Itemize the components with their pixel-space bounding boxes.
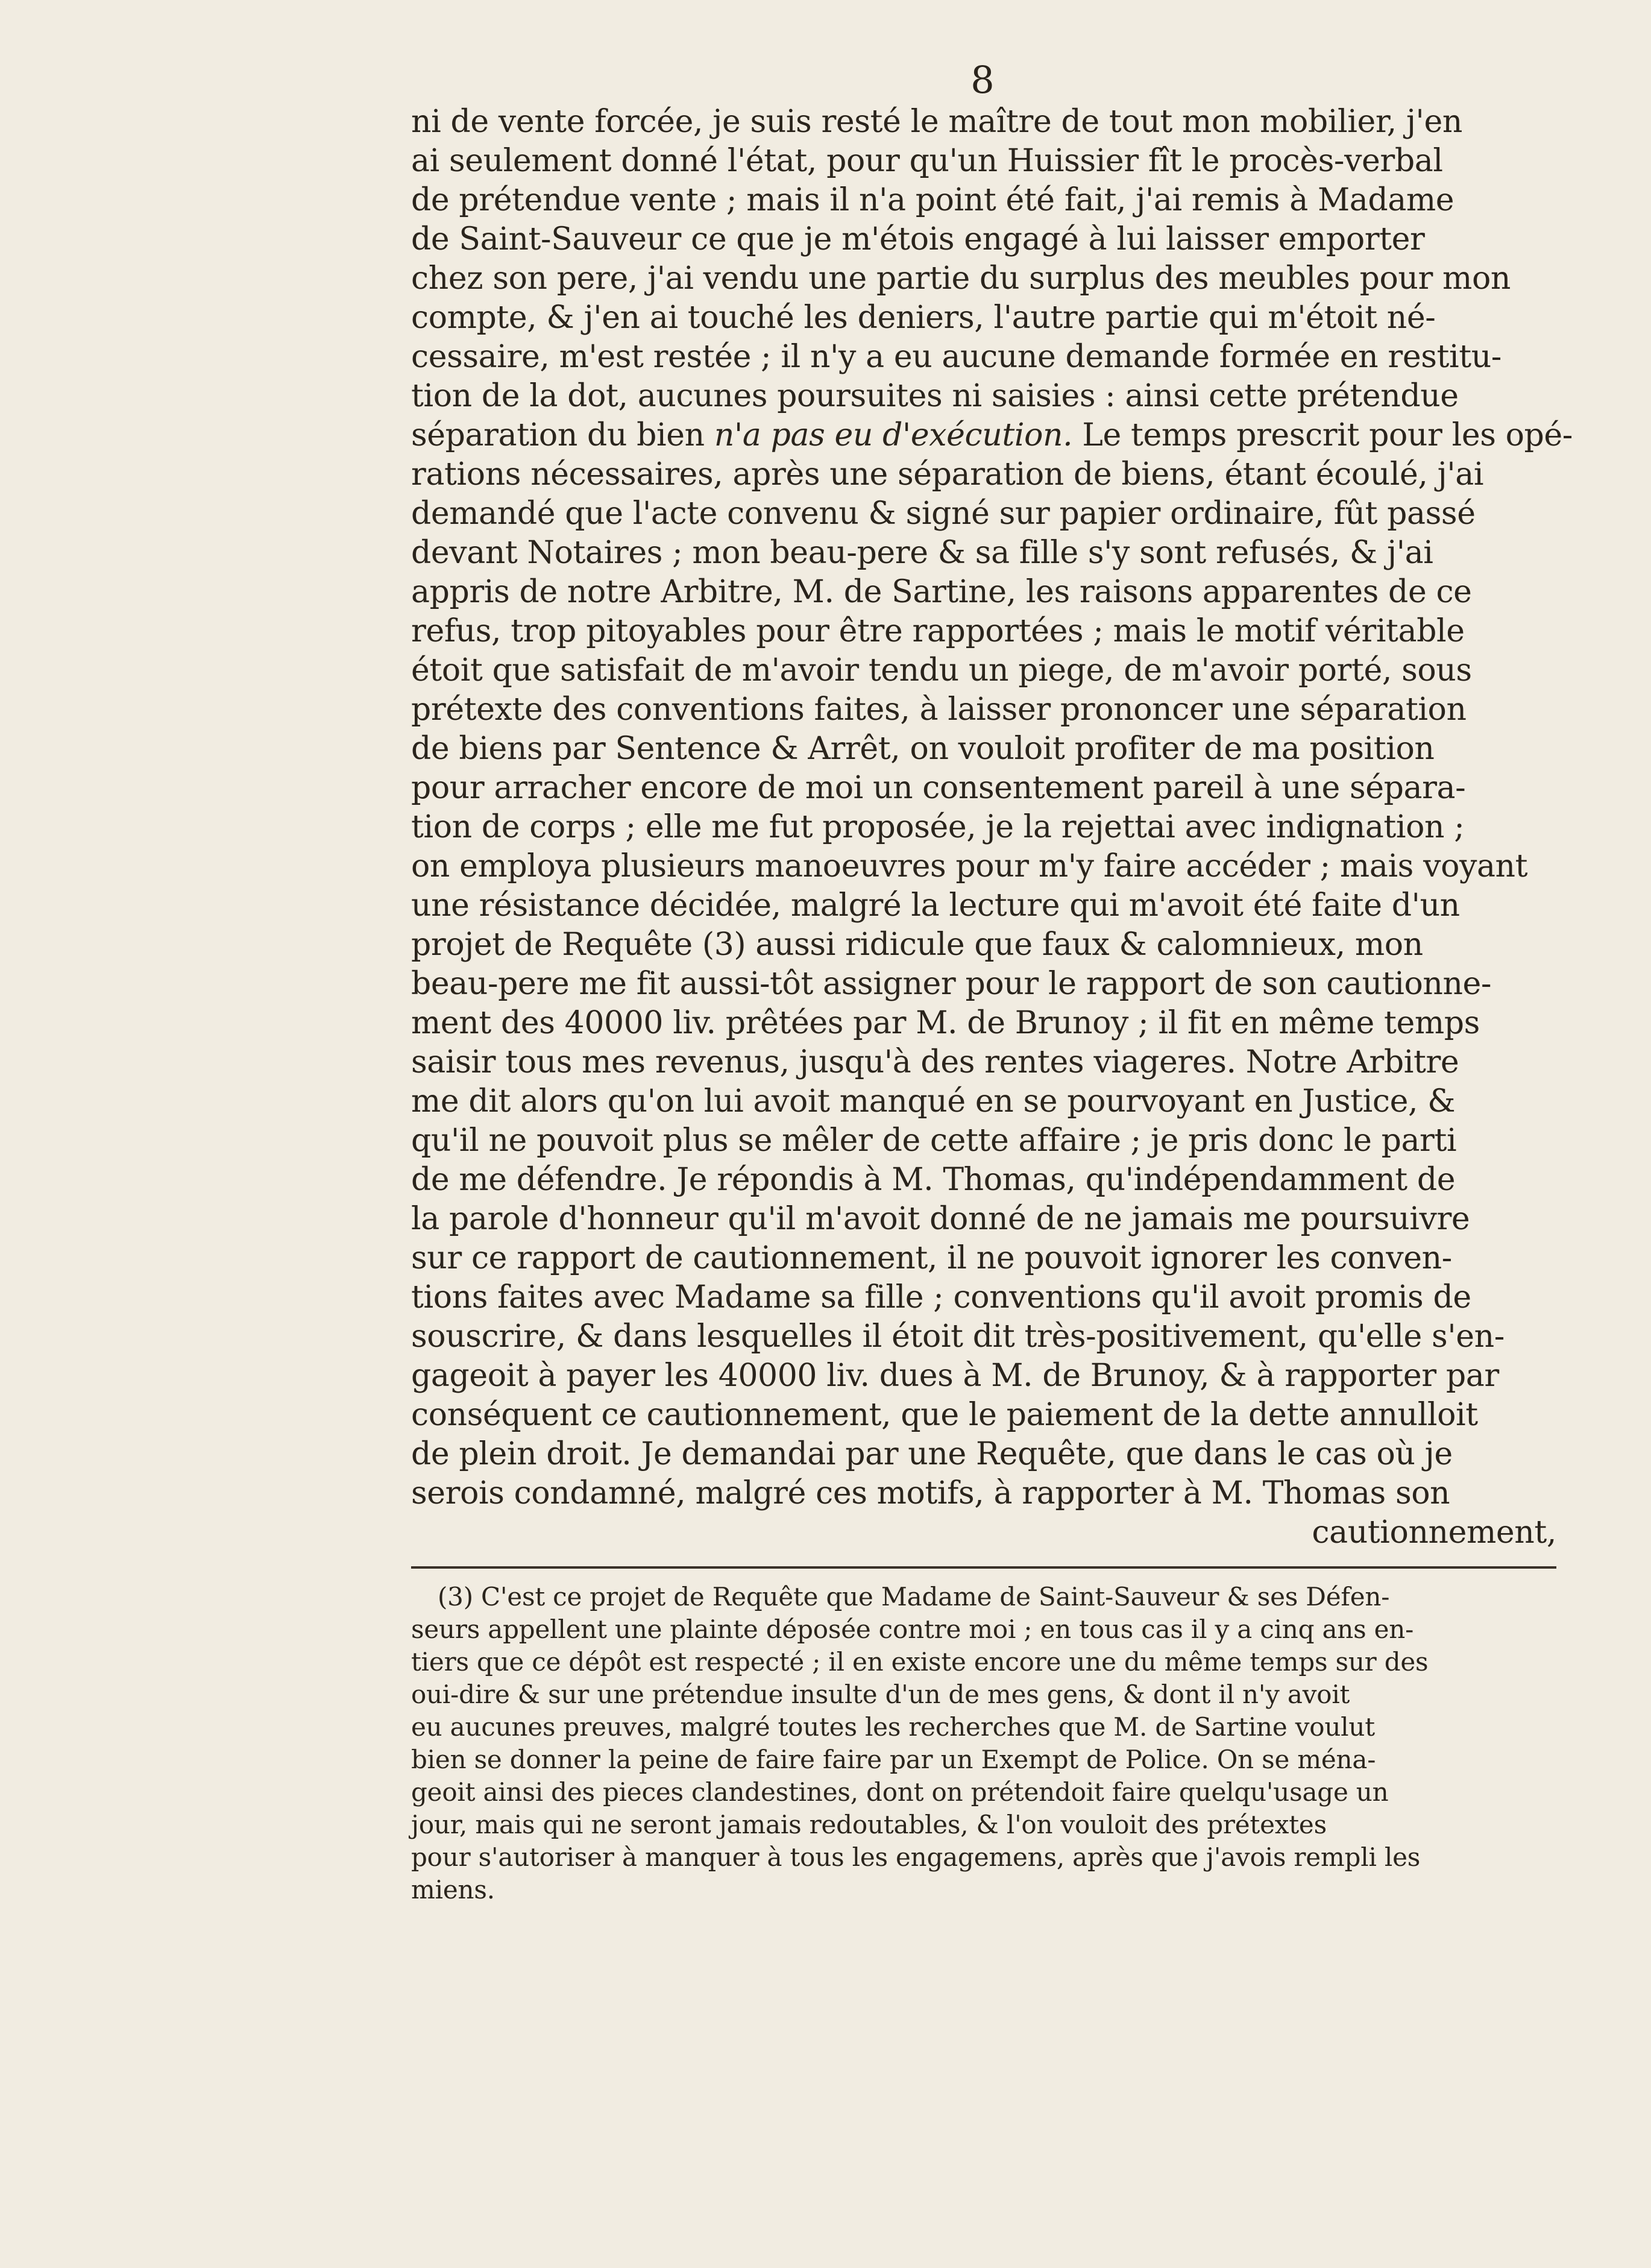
body-line: demandé que l'acte convenu & signé sur papier ordinaire, fût passé — [411, 496, 1476, 532]
page-number: 8 — [970, 58, 995, 102]
footnote-line: bien se donner la peine de faire faire par un Exempt de Police. On se ména- — [411, 1745, 1376, 1774]
footnote — [411, 1581, 1556, 1906]
body-line: la parole d'honneur qu'il m'avoit donné de ne jamais me poursuivre — [411, 1201, 1470, 1237]
body-line-with-italic: séparation du bien n'a pas eu d'exécution. Le temps prescrit pour les opé- — [411, 417, 1573, 453]
footnote-line: oui-dire & sur une prétendue insulte d'un de mes gens, & dont il n'y avoit — [411, 1680, 1350, 1709]
body-line: devant Notaires ; mon beau-pere & sa fille s'y sont refusés, & j'ai — [411, 535, 1433, 571]
body-line: refus, trop pitoyables pour être rapportées ; mais le motif véritable — [411, 613, 1465, 649]
body-line: cessaire, m'est restée ; il n'y a eu aucune demande formée en restitu- — [411, 339, 1502, 375]
footnote-line: seurs appellent une plainte déposée contre moi ; en tous cas il y a cinq ans en- — [411, 1614, 1414, 1644]
body-line: qu'il ne pouvoit plus se mêler de cette affaire ; je pris donc le parti — [411, 1123, 1457, 1159]
footnote-line: pour s'autoriser à manquer à tous les engagemens, après que j'avois rempli les — [411, 1842, 1421, 1872]
body-line: compte, & j'en ai touché les deniers, l'autre partie qui m'étoit né- — [411, 300, 1436, 336]
body-line: de biens par Sentence & Arrêt, on vouloit profiter de ma position — [411, 731, 1435, 767]
body-line: ment des 40000 liv. prêtées par M. de Brunoy ; il fit en même temps — [411, 1005, 1480, 1041]
footnote-line: tiers que ce dépôt est respecté ; il en existe encore une du même temps sur des — [411, 1647, 1429, 1677]
body-line: tions faites avec Madame sa fille ; conventions qu'il avoit promis de — [411, 1279, 1471, 1315]
body-line: chez son pere, j'ai vendu une partie du surplus des meubles pour mon — [411, 260, 1511, 297]
footnote-line: geoit ainsi des pieces clandestines, dont on prétendoit faire quelqu'usage un — [411, 1777, 1389, 1807]
body-line: de plein droit. Je demandai par une Requête, que dans le cas où je — [411, 1436, 1453, 1472]
footnote-line: jour, mais qui ne seront jamais redoutables, & l'on vouloit des prétextes — [411, 1810, 1327, 1839]
footnote-line: miens. — [411, 1875, 495, 1904]
body-line: rations nécessaires, après une séparation de biens, étant écoulé, j'ai — [411, 456, 1484, 493]
italic-phrase: n'a pas eu d'exécution. — [714, 417, 1073, 453]
body-line: on employa plusieurs manoeuvres pour m'y faire accéder ; mais voyant — [411, 848, 1528, 884]
body-line: souscrire, & dans lesquelles il étoit dit très-positivement, qu'elle s'en- — [411, 1318, 1505, 1355]
footnote-line: (3) C'est ce projet de Requête que Madame de Saint-Sauveur & ses Défen- — [438, 1582, 1390, 1611]
main-body-text — [411, 102, 1573, 1552]
body-line: étoit que satisfait de m'avoir tendu un piege, de m'avoir porté, sous — [411, 652, 1472, 688]
body-line: gageoit à payer les 40000 liv. dues à M. de Brunoy, & à rapporter par — [411, 1358, 1499, 1394]
body-line: saisir tous mes revenus, jusqu'à des rentes viageres. Notre Arbitre — [411, 1044, 1459, 1080]
body-line: projet de Requête (3) aussi ridicule que faux & calomnieux, mon — [411, 927, 1423, 963]
body-line: de Saint-Sauveur ce que je m'étois engagé à lui laisser emporter — [411, 221, 1425, 257]
body-line: tion de la dot, aucunes poursuites ni saisies : ainsi cette prétendue — [411, 378, 1459, 414]
footnote-line: eu aucunes preuves, malgré toutes les recherches que M. de Sartine voulut — [411, 1712, 1375, 1742]
body-line: ni de vente forcée, je suis resté le maître de tout mon mobilier, j'en — [411, 104, 1462, 140]
body-line: appris de notre Arbitre, M. de Sartine, les raisons apparentes de ce — [411, 574, 1472, 610]
body-line: de me défendre. Je répondis à M. Thomas, qu'indépendamment de — [411, 1162, 1456, 1198]
body-line: de prétendue vente ; mais il n'a point été fait, j'ai remis à Madame — [411, 182, 1454, 218]
body-line: me dit alors qu'on lui avoit manqué en se pourvoyant en Justice, & — [411, 1083, 1456, 1120]
body-line: sur ce rapport de cautionnement, il ne pouvoit ignorer les conven- — [411, 1240, 1452, 1276]
body-line: ai seulement donné l'état, pour qu'un Huissier fît le procès-verbal — [411, 143, 1443, 179]
body-line: pour arracher encore de moi un consentement pareil à une sépara- — [411, 770, 1466, 806]
body-line: serois condamné, malgré ces motifs, à rapporter à M. Thomas son — [411, 1475, 1450, 1511]
catchword: cautionnement, — [1312, 1514, 1556, 1551]
body-line: beau-pere me fit aussi-tôt assigner pour le rapport de son cautionne- — [411, 966, 1492, 1002]
footnote-divider — [411, 1566, 1556, 1569]
body-line: conséquent ce cautionnement, que le paiement de la dette annulloit — [411, 1397, 1478, 1433]
body-line: prétexte des conventions faites, à laisser prononcer une séparation — [411, 691, 1467, 728]
body-line: tion de corps ; elle me fut proposée, je la rejettai avec indignation ; — [411, 809, 1465, 845]
body-line: une résistance décidée, malgré la lecture qui m'avoit été faite d'un — [411, 887, 1460, 924]
